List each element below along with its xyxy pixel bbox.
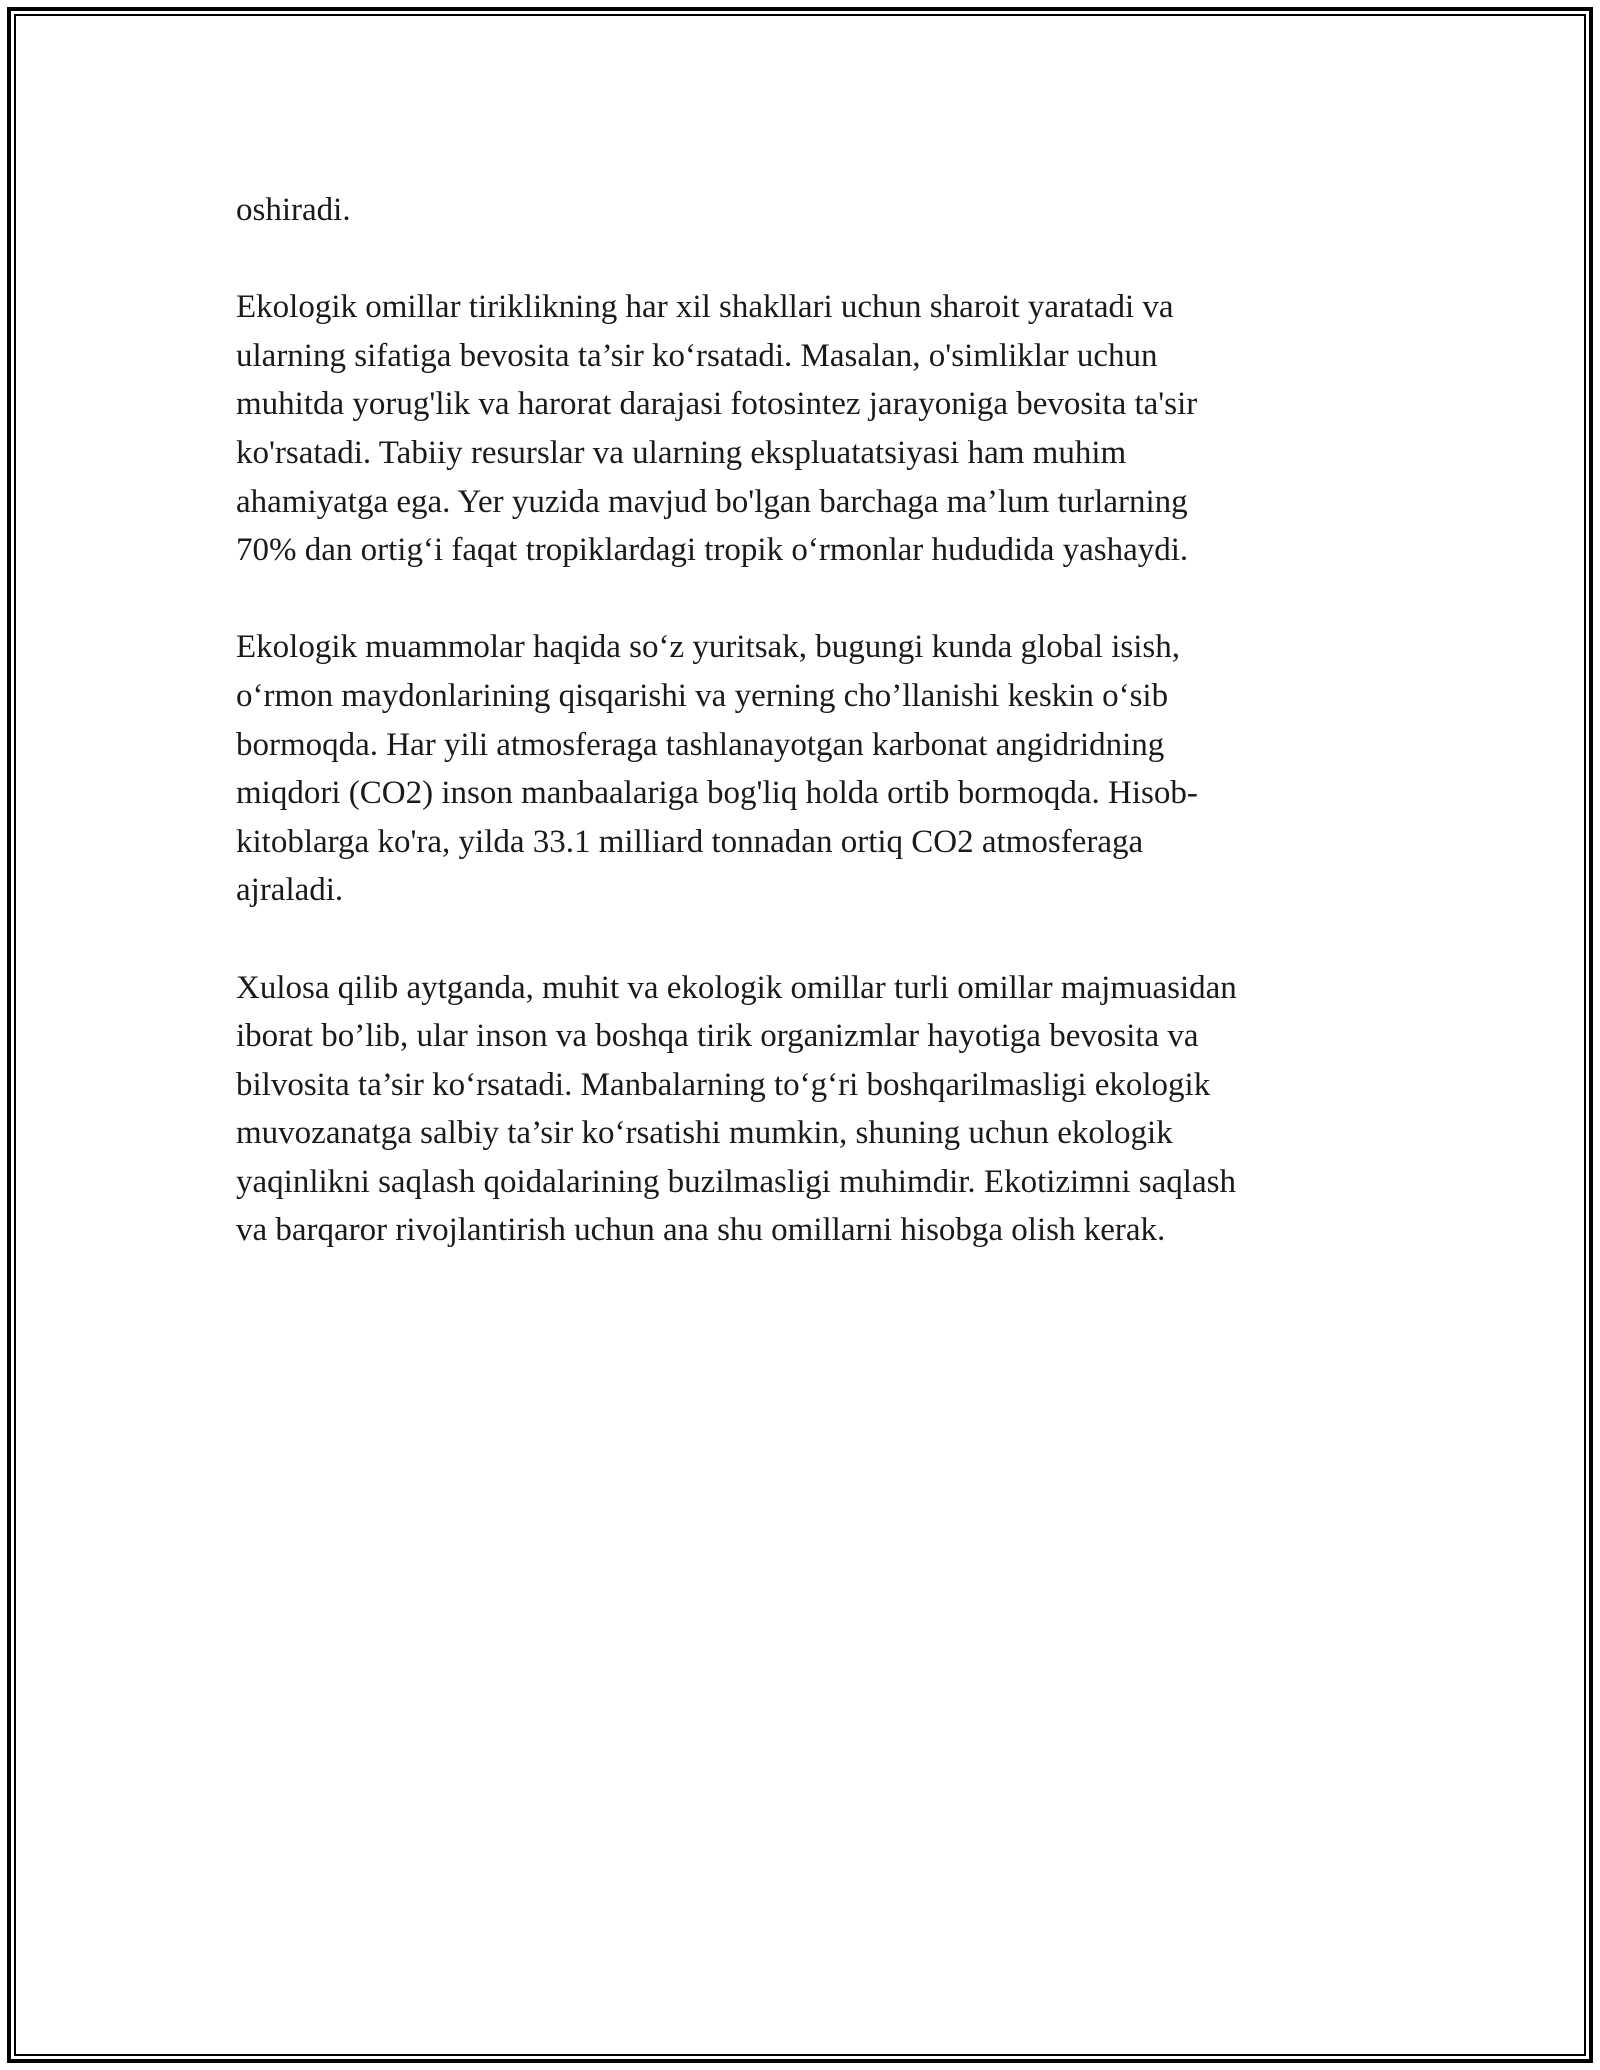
paragraph-ecological-problems: Ekologik muammolar haqida so‘z yuritsak, bugungi kunda global isish, o‘rmon maydonlarining qisqarishi va yerning cho’llanishi keskin o‘sib bormoqda. Har yili atmosferaga tashlanayotgan karbonat angidridning miqdori (CO2) inson manbaalariga bog'liq holda ortib bormoqda. Hisob- kitoblarga ko'ra, yilda 33.1 milliard tonnadan ortiq CO2 atmosferaga ajraladi. bbox=[236, 629, 1198, 909]
paragraph-continuation: oshiradi. bbox=[236, 192, 351, 228]
document-body bbox=[236, 186, 1376, 1304]
paragraph-ecological-factors: Ekologik omillar tiriklikning har xil shakllari uchun sharoit yaratadi va ularning sifatiga bevosita ta’sir ko‘rsatadi. Masalan, o'simliklar uchun muhitda yorug'lik va harorat darajasi fotosintez jarayoniga bevosita ta'sir ko'rsatadi. Tabiiy resurslar va ularning ekspluatatsiyasi ham muhim ahamiyatga ega. Yer yuzida mavjud bo'lgan barchaga ma’lum turlarning 70% dan ortig‘i faqat tropiklardagi tropik o‘rmonlar hududida yashaydi. bbox=[236, 289, 1198, 569]
paragraph-conclusion: Xulosa qilib aytganda, muhit va ekologik omillar turli omillar majmuasidan iborat bo’lib, ular inson va boshqa tirik organizmlar hayotiga bevosita va bilvosita ta’sir ko‘rsatadi. Manbalarning to‘g‘ri boshqarilmasligi ekologik muvozanatga salbiy ta’sir ko‘rsatishi mumkin, shuning uchun ekologik yaqinlikni saqlash qoidalarining buzilmasligi muhimdir. Ekotizimni saqlash va barqaror rivojlantirish uchun ana shu omillarni hisobga olish kerak. bbox=[236, 969, 1237, 1249]
